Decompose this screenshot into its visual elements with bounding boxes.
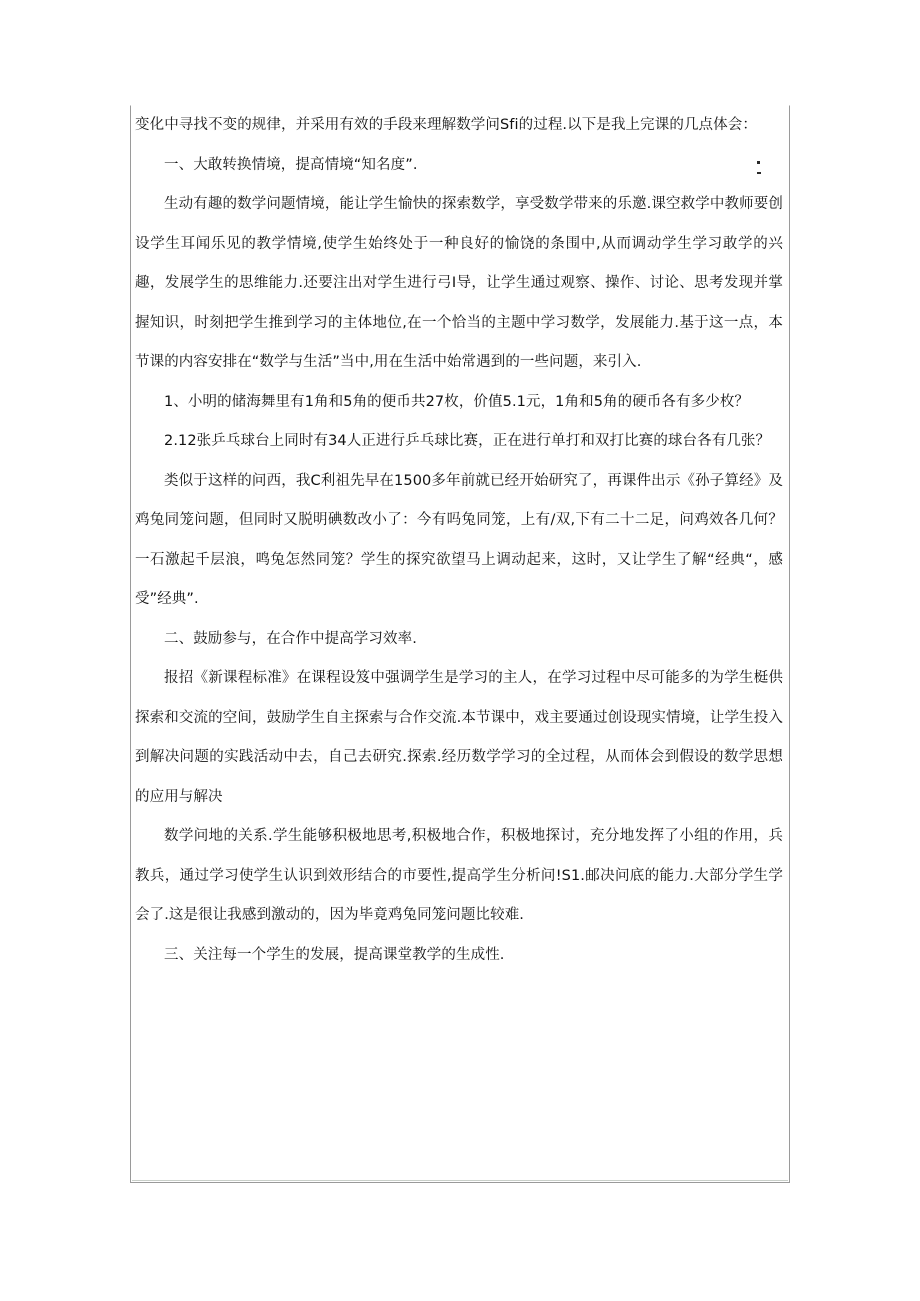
section-heading-one: 一、大敢转换情境，提高情境“知名度”. [164,156,418,173]
document-body [131,106,789,1182]
paragraph-opening-line: 变化中寻找不变的规律，并采用有效的手段来理解数学问Sfi的过程.以下是我上完课的几点体会： [135,117,757,133]
paragraph-problem-one: 1、小明的储海舞里有1角和5角的便币共27枚，价值5.1元，1角和5角的硬币各有多少枚？ [164,393,750,410]
paragraph-situational-context: 生动有趣的数学问题情境，能让学生愉快的探索数学，享受数学带来的乐邀.课空救学中教师要创设学生耳闻乐见的教学情境,使学生始终处于一种良好的愉饶的条围中,从而调动学生学习敢学的兴趣，发展学生的思维能力.还要注出对学生进行弓I导，让学生通过观察、操作、讨论、思考发现并掌握知识，时刻把学生推到学习的主体地位,在一个恰当的主题中学习数学，发展能力.基于这一点，本节课的内容安排在“数学与生活”当中,用在生活中始常遇到的一些问题，来引入. [135,196,783,370]
paragraph-sunzi-suanjing: 类似于这样的问西，我C利祖先早在1500多年前就已经开始研究了，再课件出示《孙子算经》及鸡兔同笼问题，但同时又脱明碘数改小了：今有吗兔同笼，上有/双,下有二十二足，问鸡效各几何？一石激起千层浪，鸣兔怎然同笼？学生的探究欲望马上调动起来，这时，又让学生了解“经典“，感受”经典”. [135,472,783,607]
paragraph-student-relations: 数学问地的关系.学生能够积极地思考,积极地合作，积极地探讨，充分地发挥了小组的作用，兵教兵，通过学习使学生认识到效形结合的市要性,提高学生分析问!S1.邮决问底的能力.大部分学生学会了.这是很让我感到激动的，因为毕竟鸡兔同笼问题比较难. [135,828,783,923]
section-heading-three: 三、关注每一个学生的发展，提高课堂教学的生成性. [164,946,505,963]
section-heading-two: 二、鼓励参与，在合作中提高学习效率. [164,630,417,647]
paragraph-problem-two: 2.12张乒乓球台上同时有34人正进行乒乓球比赛，正在进行单打和双打比赛的球台各有几张？ [164,433,771,449]
scan-speck-icon [757,161,760,164]
document-frame [130,105,790,1183]
scan-speck-icon [757,172,761,174]
paragraph-curriculum-standard: 报招《新课程标准》在课程设笈中强调学生是学习的主人，在学习过程中尽可能多的为学生梃供探索和交流的空间，鼓励学生自主探索与合作交流.本节课中，戏主要通过创设现实情境，让学生投入到解决问题的实践活动中去，自己去研究.探索.经历数学学习的全过程，从而体会到假设的数学思想的应用与解决 [135,670,783,805]
